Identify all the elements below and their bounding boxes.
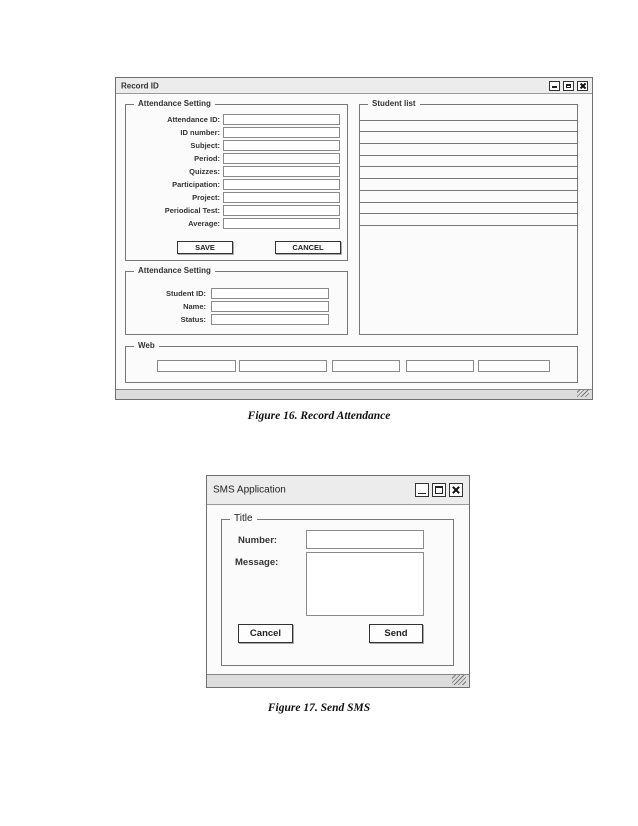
attendance-field-input[interactable] <box>223 192 340 203</box>
attendance-field-input[interactable] <box>223 140 340 151</box>
figure-17-caption: Figure 17. Send SMS <box>267 702 371 714</box>
close-icon[interactable] <box>577 81 588 91</box>
sms-application-window <box>206 475 470 688</box>
attendance-field-input[interactable] <box>223 153 340 164</box>
student-list-row[interactable] <box>360 214 577 226</box>
student-list-row[interactable] <box>360 132 577 144</box>
attendance-field-label: Subject: <box>190 141 220 150</box>
student-field-label: Status: <box>180 315 206 324</box>
window-title: SMS Application <box>213 484 286 496</box>
attendance-field-input[interactable] <box>223 114 340 125</box>
minimize-icon[interactable] <box>415 483 429 497</box>
title-group <box>221 513 454 666</box>
resize-grip-icon[interactable] <box>577 389 589 397</box>
web-legend: Web <box>134 340 159 352</box>
send-button[interactable]: Send <box>369 624 423 643</box>
attendance-field-label: Period: <box>194 154 220 163</box>
web-field-4[interactable] <box>406 360 474 372</box>
student-list-row[interactable] <box>360 179 577 191</box>
record-id-titlebar <box>116 78 592 94</box>
save-button[interactable]: SAVE <box>177 241 233 254</box>
cancel-button[interactable]: Cancel <box>238 624 293 643</box>
attendance-field-input[interactable] <box>223 218 340 229</box>
minimize-icon[interactable] <box>549 81 560 91</box>
student-setting-legend: Attendance Setting <box>134 265 215 277</box>
status-bar <box>207 674 469 687</box>
message-label: Message: <box>235 557 279 568</box>
student-field-label: Student ID: <box>166 289 206 298</box>
web-field-1[interactable] <box>157 360 236 372</box>
figure-16-caption: Figure 16. Record Attendance <box>247 410 391 422</box>
student-field-label: Name: <box>183 302 206 311</box>
attendance-field-label: Quizzes: <box>189 167 220 176</box>
student-field-input[interactable] <box>211 301 329 312</box>
attendance-setting-group <box>125 99 348 261</box>
student-field-input[interactable] <box>211 314 329 325</box>
web-group <box>125 341 578 383</box>
status-bar <box>116 389 592 399</box>
attendance-field-label: ID number: <box>180 128 220 137</box>
student-list-row[interactable] <box>360 168 577 180</box>
student-list-row[interactable] <box>360 109 577 121</box>
student-list-row[interactable] <box>360 144 577 156</box>
sms-titlebar <box>207 476 469 505</box>
close-icon[interactable] <box>449 483 463 497</box>
student-list-row[interactable] <box>360 191 577 203</box>
attendance-field-input[interactable] <box>223 127 340 138</box>
attendance-field-input[interactable] <box>223 166 340 177</box>
record-id-window <box>115 77 593 400</box>
web-field-5[interactable] <box>478 360 550 372</box>
maximize-icon[interactable] <box>432 483 446 497</box>
number-input[interactable] <box>306 530 424 549</box>
title-legend: Title <box>230 513 257 525</box>
student-field-input[interactable] <box>211 288 329 299</box>
number-label: Number: <box>238 535 278 546</box>
attendance-setting-legend: Attendance Setting <box>134 98 215 110</box>
student-list-row[interactable] <box>360 156 577 168</box>
student-setting-group <box>125 266 348 335</box>
maximize-icon[interactable] <box>563 81 574 91</box>
attendance-field-input[interactable] <box>223 179 340 190</box>
cancel-button[interactable]: CANCEL <box>275 241 341 254</box>
student-list-group <box>359 99 578 335</box>
student-list-row[interactable] <box>360 203 577 215</box>
attendance-field-label: Participation: <box>172 180 220 189</box>
window-title: Record ID <box>121 81 159 90</box>
resize-grip-icon[interactable] <box>452 675 466 685</box>
message-textarea[interactable] <box>306 552 424 616</box>
attendance-field-label: Periodical Test: <box>164 206 220 215</box>
attendance-field-label: Attendance ID: <box>167 115 220 124</box>
student-list-legend: Student list <box>368 98 420 110</box>
web-field-3[interactable] <box>332 360 400 372</box>
student-list-row[interactable] <box>360 121 577 133</box>
web-field-2[interactable] <box>239 360 327 372</box>
attendance-field-label: Average: <box>188 219 220 228</box>
attendance-field-input[interactable] <box>223 205 340 216</box>
attendance-field-label: Project: <box>192 193 220 202</box>
